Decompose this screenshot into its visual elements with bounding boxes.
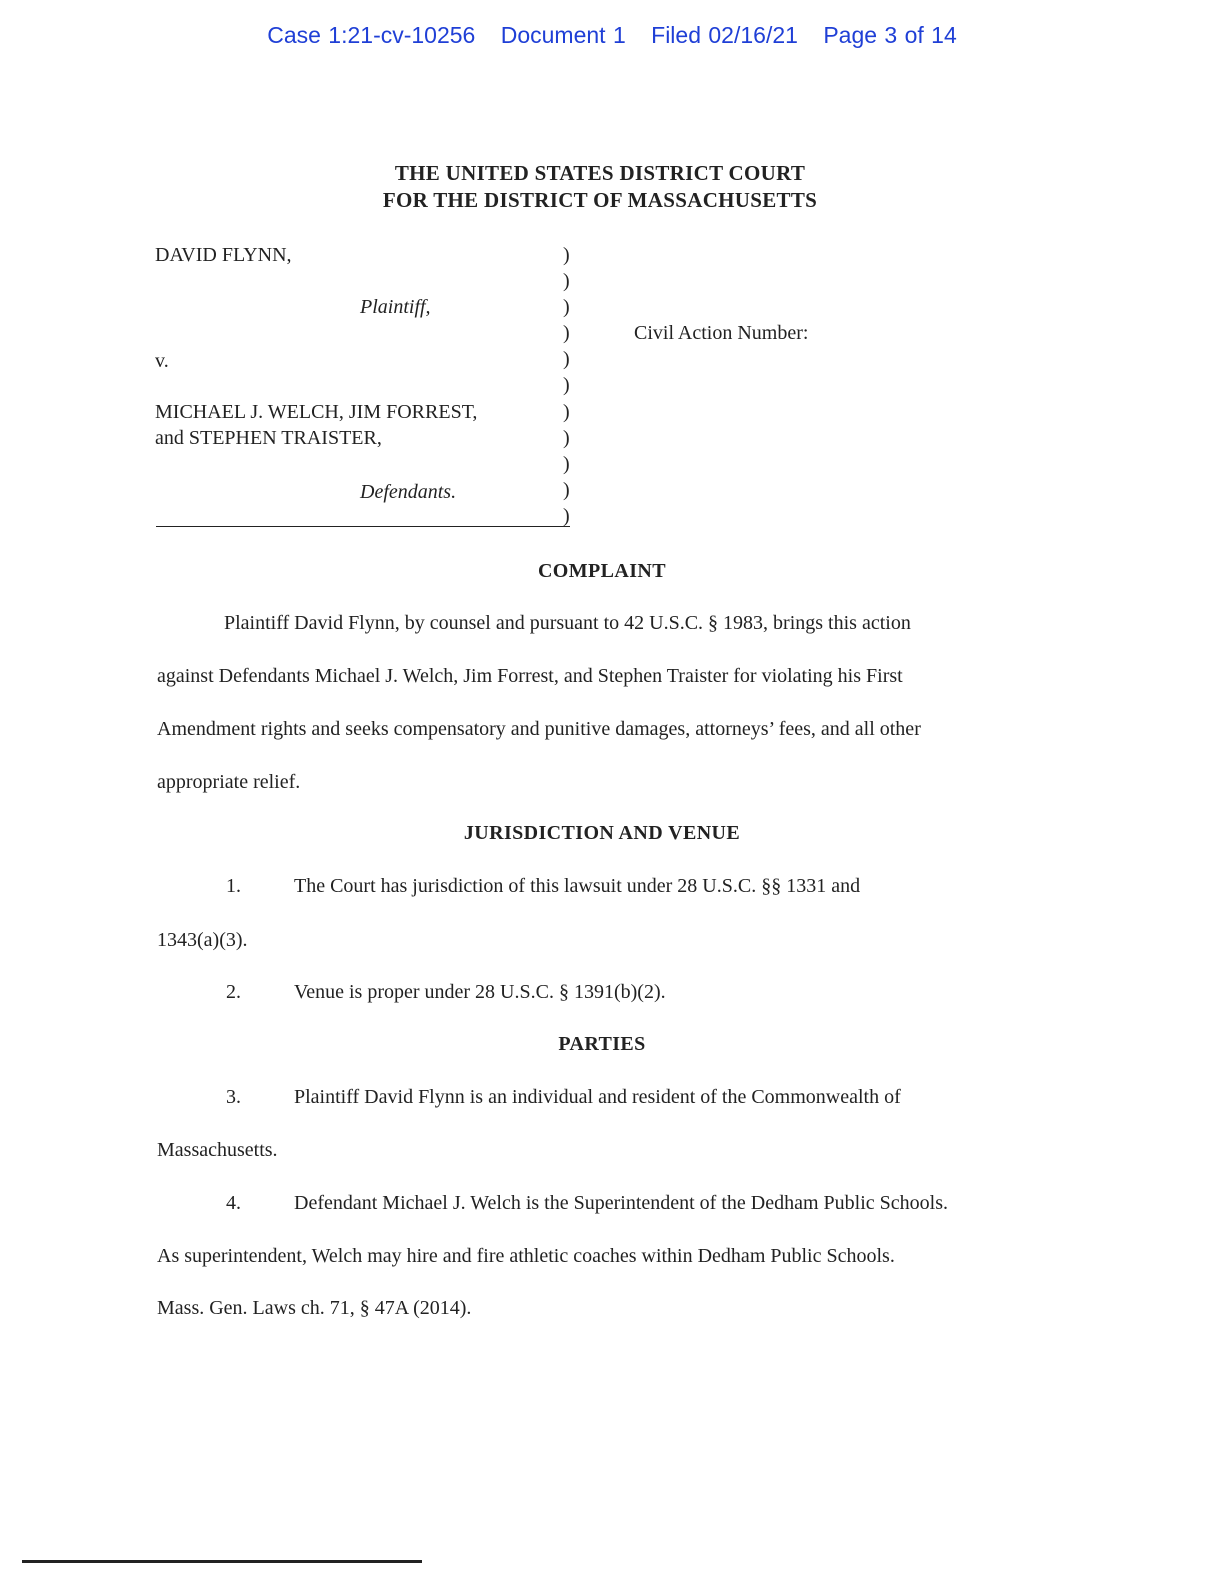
plaintiff-name: DAVID FLYNN,: [155, 244, 292, 266]
jurisdiction-heading: JURISDICTION AND VENUE: [463, 822, 741, 844]
parties-heading: PARTIES: [558, 1033, 646, 1055]
caption-paren: ): [563, 322, 570, 344]
caption-paren: ): [563, 348, 570, 370]
intro-line-1: Plaintiff David Flynn, by counsel and pursuant to 42 U.S.C. § 1983, brings this action: [224, 612, 911, 634]
paragraph-1-line-1: The Court has jurisdiction of this lawsuit under 28 U.S.C. §§ 1331 and: [294, 875, 861, 897]
paragraph-4-line-2: As superintendent, Welch may hire and fire athletic coaches within Dedham Public Schools.: [157, 1245, 895, 1267]
caption-rule: [156, 526, 570, 527]
page-indicator: Page 3 of 14: [823, 22, 957, 48]
caption-paren: ): [563, 401, 570, 423]
caption-paren: ): [563, 374, 570, 396]
defendants-line-2: and STEPHEN TRAISTER,: [155, 427, 382, 449]
filing-header: [0, 22, 1224, 49]
paragraph-4-line-3: Mass. Gen. Laws ch. 71, § 47A (2014).: [157, 1297, 472, 1319]
paragraph-2-line-1: Venue is proper under 28 U.S.C. § 1391(b)(2).: [294, 981, 666, 1003]
court-title: [0, 160, 1200, 214]
filed-date: Filed 02/16/21: [651, 22, 798, 48]
footnote-rule: [22, 1560, 422, 1563]
caption-paren: ): [563, 270, 570, 292]
paragraph-number: 2.: [226, 981, 241, 1003]
caption-paren: ): [563, 479, 570, 501]
paragraph-number: 4.: [226, 1192, 241, 1214]
caption-paren: ): [563, 505, 570, 527]
document-number: Document 1: [500, 22, 626, 48]
paragraph-4-line-1: Defendant Michael J. Welch is the Superintendent of the Dedham Public Schools.: [294, 1192, 948, 1214]
court-title-line-1: THE UNITED STATES DISTRICT COURT: [394, 161, 806, 185]
defendants-line-1: MICHAEL J. WELCH, JIM FORREST,: [155, 401, 478, 423]
caption-paren: ): [563, 296, 570, 318]
plaintiff-role: Plaintiff,: [360, 296, 431, 318]
paragraph-number: 3.: [226, 1086, 241, 1108]
paragraph-3-line-2: Massachusetts.: [157, 1139, 278, 1161]
intro-line-4: appropriate relief.: [157, 771, 301, 793]
case-number: Case 1:21-cv-10256: [267, 22, 476, 48]
civil-action-label: Civil Action Number:: [634, 322, 809, 344]
defendants-role: Defendants.: [360, 481, 457, 503]
paragraph-number: 1.: [226, 875, 241, 897]
intro-line-2: against Defendants Michael J. Welch, Jim Forrest, and Stephen Traister for violating his First: [157, 665, 903, 687]
caption-paren: ): [563, 453, 570, 475]
caption-paren: ): [563, 244, 570, 266]
complaint-heading: COMPLAINT: [537, 560, 667, 582]
paragraph-1-line-2: 1343(a)(3).: [157, 929, 248, 951]
paragraph-3-line-1: Plaintiff David Flynn is an individual and resident of the Commonwealth of: [294, 1086, 901, 1108]
intro-line-3: Amendment rights and seeks compensatory and punitive damages, attorneys’ fees, and all other: [157, 718, 921, 740]
caption-paren: ): [563, 427, 570, 449]
court-title-line-2: FOR THE DISTRICT OF MASSACHUSETTS: [382, 188, 818, 212]
versus: v.: [155, 350, 169, 372]
